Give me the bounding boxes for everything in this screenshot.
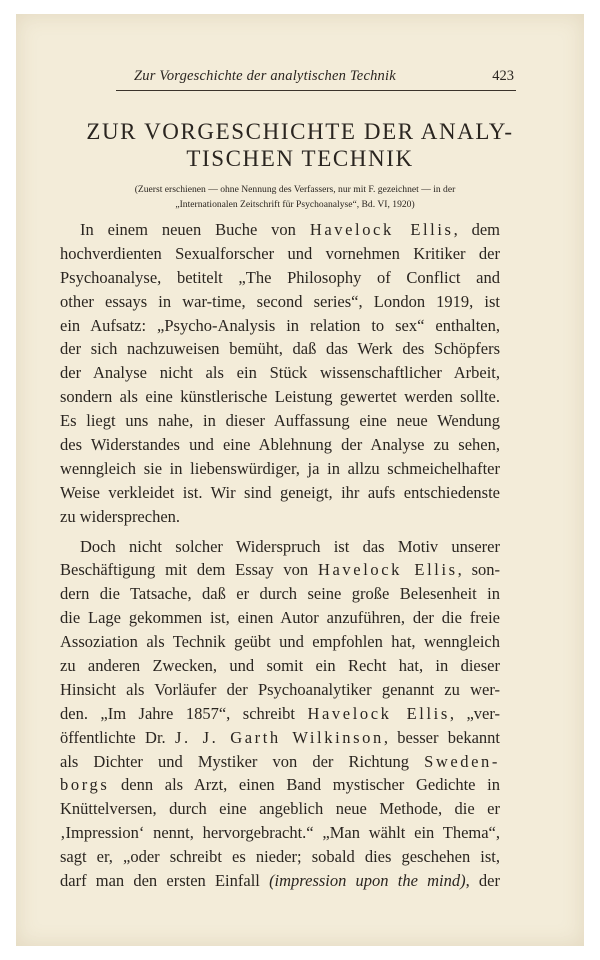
text-line [60,218,500,242]
chapter-title [50,118,550,172]
spaced-name: borgs [60,775,110,795]
text-line: other essays in war-time, second series“, London 1919, ist [60,291,500,311]
text-line: dern die Tatsache, daß er durch seine große Belesenheit in [60,584,500,604]
spaced-name: Sweden- [424,751,500,771]
text-span: als Dichter und Mystiker von der Richtung [60,751,425,771]
text-span: den. „Im Jahre 1857“, schreibt [60,703,308,723]
running-head-title: Zur Vorgeschichte der analytischen Technik [134,68,396,84]
text-line: ‚Impression‘ nennt, hervorgebracht.“ „Man wählt ein Thema“, [60,823,500,843]
text-line: hochverdienten Sexualforscher und vornehmen Kritiker der [60,243,500,263]
text-line: Weise verkleidet ist. Wir sind geneigt, ihr aufs entschiedenste [60,482,500,502]
text-line [60,702,500,726]
text-span: , „ver- [449,703,501,723]
text-line: ein Aufsatz: „Psycho-Analysis in relation to sex“ enthalten, [60,315,500,335]
spaced-name: J. J. Garth Wilkinson [174,727,384,747]
text-span: darf man den ersten Einfall [60,871,270,891]
italic-phrase: (impression upon the mind) [269,871,466,891]
text-line [60,773,500,797]
chapter-title-line-1: ZUR VORGESCHICHTE DER ANALY- [86,119,514,144]
source-note-line-2: „Internationalen Zeitschrift für Psychoanalyse“, Bd. VI, 1920) [175,199,415,210]
text-line: Assoziation als Technik geübt und empfohlen hat, wenngleich [60,632,500,652]
paragraph-2 [60,535,500,893]
text-line [60,558,500,582]
text-line: Psychoanalyse, betitelt „The Philosophy of Conflict and [60,267,500,287]
page-number: 423 [492,68,514,84]
text-line [60,750,500,774]
spaced-name: Havelock Ellis [307,703,450,723]
spaced-name: Havelock Ellis [317,560,458,580]
text-span: öffentlichte Dr. [60,727,175,747]
text-span: , der [465,871,500,891]
chapter-title-line-2: TISCHEN TECHNIK [186,146,414,171]
text-line: Doch nicht solcher Widerspruch ist das Motiv unserer [80,536,500,556]
paragraph-1 [60,218,500,529]
text-line: Hinsicht als Vorläufer der Psychoanalytiker genannt zu wer- [60,679,500,699]
spaced-name: Havelock Ellis [309,220,454,239]
source-note [60,182,530,212]
text-line [60,726,500,750]
text-span: Beschäftigung mit dem Essay von [60,560,318,580]
text-line: Es liegt uns nahe, in dieser Auffassung eine neue Wendung [60,411,500,431]
text-line: zu anderen Zwecken, und somit ein Recht hat, in dieser [60,656,500,676]
text-line: sondern als eine künstlerische Leistung gewertet werden sollte. [60,387,500,407]
body-text [60,218,500,899]
source-note-line-1: (Zuerst erschienen — ohne Nennung des Verfassers, nur mit F. gezeichnet — in der [134,184,456,195]
running-head [116,66,516,91]
text-span: , besser bekannt [383,727,500,747]
text-line: Knüttelversen, durch eine angeblich neue Methode, die er [60,799,500,819]
text-line: wenngleich sie in liebenswürdiger, ja in allzu schmeichelhafter [60,458,500,478]
text-line: sagt er, „oder schreibt es nieder; sobald dies geschehen ist, [60,847,500,867]
text-line: der Analyse nicht als ein Stück wissenschaftlicher Arbeit, [60,363,500,383]
text-line: des Widerstandes und eine Ablehnung der Analyse zu sehen, [60,435,500,455]
text-span: , dem [453,220,500,239]
text-span: , son- [457,560,501,580]
text-span: In einem neuen Buche von [80,220,310,239]
text-span: denn als Arzt, einen Band mystischer Gedichte in [109,775,500,795]
text-line [60,869,500,893]
text-line: zu widersprechen. [60,506,181,526]
text-line: der sich nachzuweisen bemüht, daß das Werk des Schöpfers [60,339,500,359]
text-line: die Lage gekommen ist, einen Autor anzuführen, der die freie [60,608,500,628]
